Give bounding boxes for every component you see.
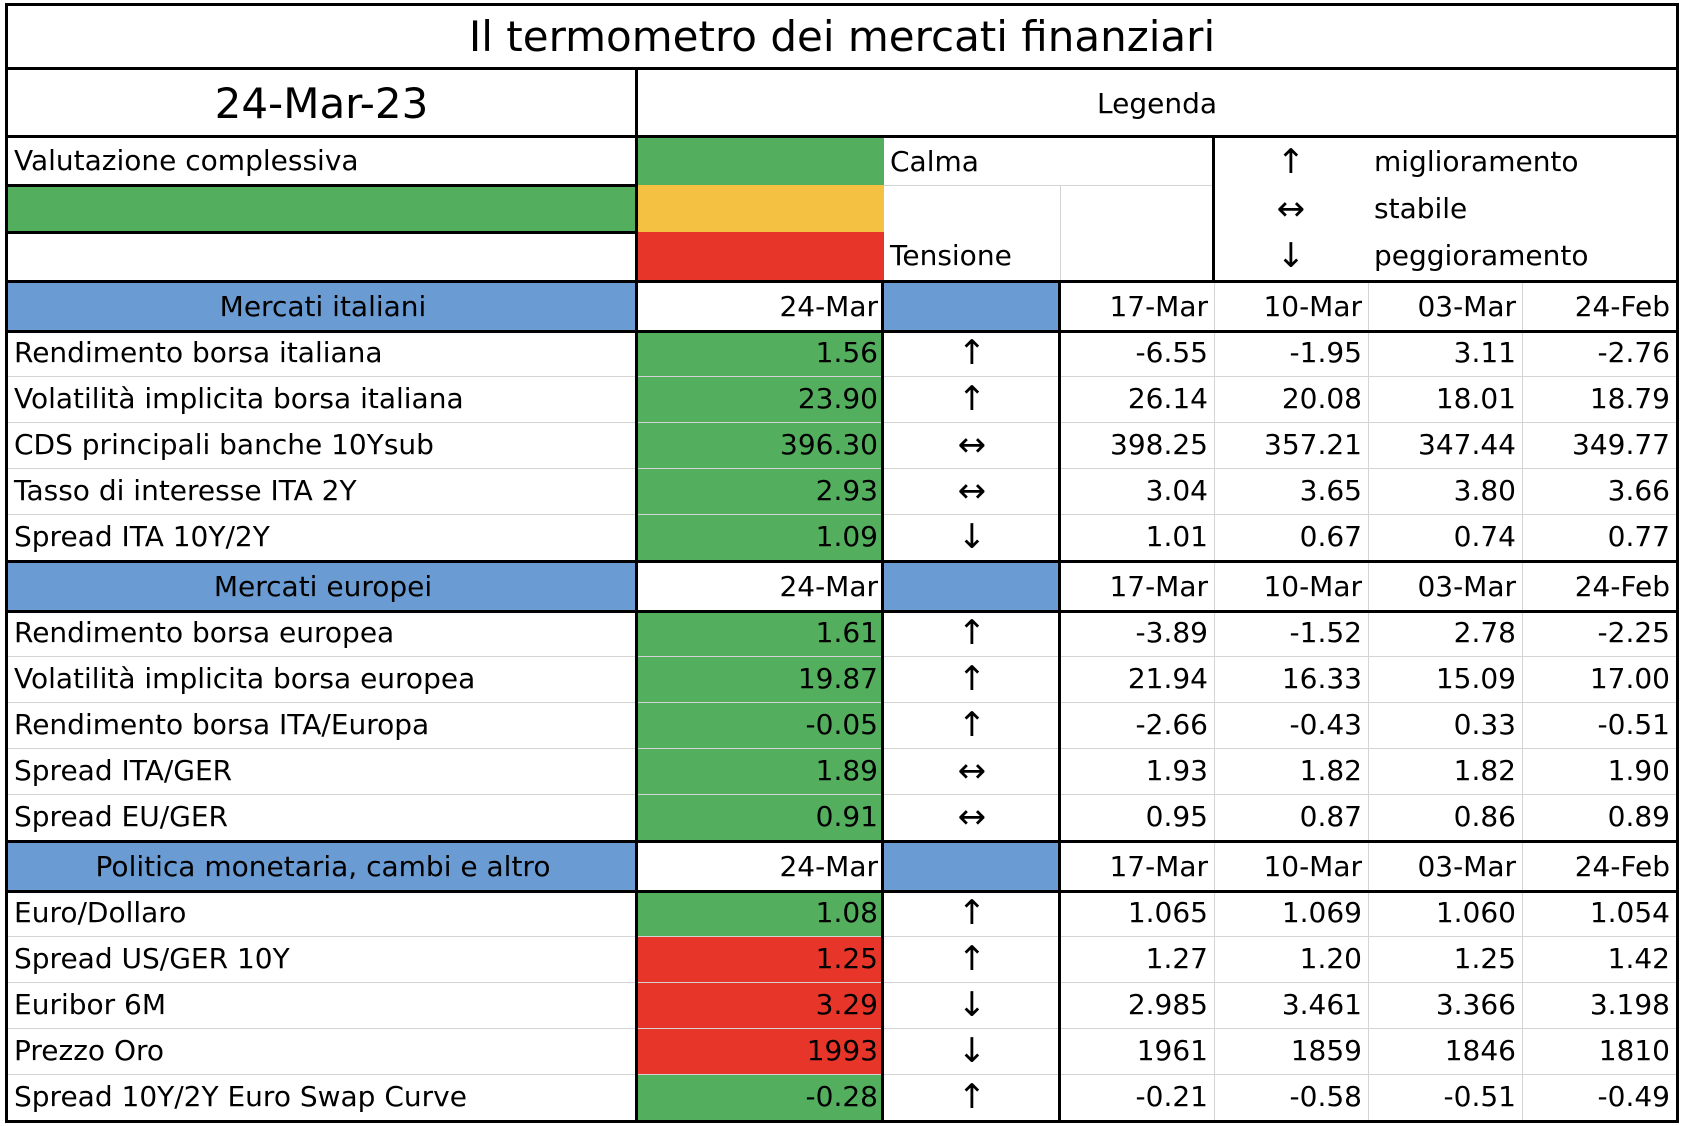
indicator-current-value: -0.28 xyxy=(638,1074,884,1120)
grid-line xyxy=(1214,843,1215,1120)
section-current-date: 24-Mar xyxy=(779,849,878,883)
grid-line xyxy=(5,3,1679,6)
indicator-history-value: 0.95 xyxy=(1145,800,1208,833)
indicator-history-value: 3.04 xyxy=(1145,474,1208,507)
indicator-history-value: 3.80 xyxy=(1453,474,1516,507)
indicator-label: Volatilità implicita borsa italiana xyxy=(14,382,464,415)
indicator-history-value: -0.49 xyxy=(1597,1080,1670,1113)
section-current-date: 24-Mar xyxy=(779,289,878,323)
indicator-history-value: 16.33 xyxy=(1281,662,1362,695)
arrow-up-icon: ↑ xyxy=(957,333,987,373)
indicator-history-value: -0.58 xyxy=(1289,1080,1362,1113)
indicator-history-value: 1.069 xyxy=(1281,896,1362,929)
indicator-history-value: -2.76 xyxy=(1597,336,1670,369)
indicator-history-value: 1846 xyxy=(1444,1034,1516,1067)
grid-line xyxy=(8,468,1676,469)
indicator-history-value: 3.198 xyxy=(1589,988,1670,1021)
indicator-history-value: 1.01 xyxy=(1145,520,1208,553)
grid-line xyxy=(1368,283,1369,560)
grid-line xyxy=(1214,283,1215,560)
indicator-history-value: 0.33 xyxy=(1453,708,1516,741)
overall-assessment-label: Valutazione complessiva xyxy=(14,144,359,177)
indicator-history-value: 0.74 xyxy=(1453,520,1516,553)
indicator-history-value: 20.08 xyxy=(1281,382,1362,415)
indicator-current-value: 0.91 xyxy=(638,794,884,840)
indicator-history-value: 2.78 xyxy=(1453,616,1516,649)
indicator-history-value: -0.43 xyxy=(1289,708,1362,741)
indicator-history-value: 1961 xyxy=(1136,1034,1208,1067)
indicator-history-value: 3.366 xyxy=(1435,988,1516,1021)
grid-line xyxy=(1368,843,1369,1120)
arrow-up-icon: ↑ xyxy=(957,613,987,653)
indicator-current-value: 1.89 xyxy=(638,748,884,794)
grid-line xyxy=(5,67,1679,70)
legend-calm-swatch xyxy=(638,138,884,185)
indicator-current-value: 1.09 xyxy=(638,514,884,560)
legend-stable-label: stabile xyxy=(1374,191,1468,225)
indicator-history-value: -0.21 xyxy=(1135,1080,1208,1113)
indicator-history-value: -6.55 xyxy=(1135,336,1208,369)
indicator-label: Rendimento borsa europea xyxy=(14,616,395,649)
legend-neutral-swatch xyxy=(638,185,884,232)
indicator-label: Euribor 6M xyxy=(14,988,167,1021)
indicator-history-value: 0.87 xyxy=(1299,800,1362,833)
indicator-history-value: 0.67 xyxy=(1299,520,1362,553)
indicator-current-value: 2.93 xyxy=(638,468,884,514)
indicator-history-value: 1.82 xyxy=(1453,754,1516,787)
indicator-current-value: 1993 xyxy=(638,1028,884,1074)
section-history-date: 03-Mar xyxy=(1417,289,1516,323)
grid-line xyxy=(1212,135,1215,283)
arrow-left-right-icon: ↔ xyxy=(1276,188,1306,229)
legend-tension-label: Tensione xyxy=(890,239,1012,272)
indicator-history-value: 21.94 xyxy=(1127,662,1208,695)
section-history-date: 17-Mar xyxy=(1109,289,1208,323)
indicator-current-value: -0.05 xyxy=(638,702,884,748)
grid-line xyxy=(1368,563,1369,840)
grid-line xyxy=(5,135,1679,138)
arrow-down-icon: ↓ xyxy=(957,1031,987,1071)
indicator-history-value: 26.14 xyxy=(1127,382,1208,415)
section-history-date: 03-Mar xyxy=(1417,569,1516,603)
indicator-history-value: 349.77 xyxy=(1572,428,1670,461)
section-history-date: 24-Feb xyxy=(1574,569,1670,603)
indicator-history-value: 17.00 xyxy=(1589,662,1670,695)
indicator-history-value: 1.20 xyxy=(1299,942,1362,975)
section-history-date: 24-Feb xyxy=(1574,849,1670,883)
section-trend-header xyxy=(884,283,1060,330)
indicator-history-value: 3.66 xyxy=(1607,474,1670,507)
grid-line xyxy=(1676,3,1679,1123)
indicator-history-value: -2.25 xyxy=(1597,616,1670,649)
indicator-label: Spread US/GER 10Y xyxy=(14,942,290,975)
grid-line xyxy=(881,283,884,1120)
indicator-history-value: 1.065 xyxy=(1127,896,1208,929)
grid-line xyxy=(1522,563,1523,840)
indicator-history-value: 1.90 xyxy=(1607,754,1670,787)
indicator-history-value: 1.054 xyxy=(1589,896,1670,929)
indicator-history-value: 0.77 xyxy=(1607,520,1670,553)
arrow-left-right-icon: ↔ xyxy=(957,425,987,465)
arrow-up-icon: ↑ xyxy=(957,705,987,745)
indicator-history-value: -2.66 xyxy=(1135,708,1208,741)
indicator-history-value: 15.09 xyxy=(1435,662,1516,695)
indicator-history-value: -1.95 xyxy=(1289,336,1362,369)
legend-improvement-label: miglioramento xyxy=(1374,144,1579,178)
arrow-up-icon: ↑ xyxy=(957,939,987,979)
grid-line xyxy=(1522,843,1523,1120)
indicator-history-value: 3.65 xyxy=(1299,474,1362,507)
grid-line xyxy=(5,560,1679,563)
arrow-left-right-icon: ↔ xyxy=(957,471,987,511)
grid-line xyxy=(1058,283,1061,1120)
indicator-current-value: 1.08 xyxy=(638,890,884,936)
section-history-date: 10-Mar xyxy=(1263,289,1362,323)
report-date: 24-Mar-23 xyxy=(214,79,429,128)
legend-calm-label: Calma xyxy=(890,144,979,178)
indicator-current-value: 3.29 xyxy=(638,982,884,1028)
indicator-current-value: 1.56 xyxy=(638,330,884,376)
indicator-history-value: 1.25 xyxy=(1453,942,1516,975)
arrow-down-icon: ↓ xyxy=(957,517,987,557)
section-trend-header xyxy=(884,563,1060,610)
grid-line xyxy=(8,376,1676,377)
section-history-date: 24-Feb xyxy=(1574,289,1670,323)
indicator-label: Euro/Dollaro xyxy=(14,896,187,929)
grid-line xyxy=(1214,563,1215,840)
indicator-history-value: -3.89 xyxy=(1135,616,1208,649)
arrow-up-icon: ↑ xyxy=(957,659,987,699)
grid-line xyxy=(635,67,638,1123)
indicator-current-value: 1.25 xyxy=(638,936,884,982)
indicator-history-value: 1.42 xyxy=(1607,942,1670,975)
grid-line xyxy=(8,1028,1676,1029)
sheet-title: Il termometro dei mercati finanziari xyxy=(468,12,1216,61)
section-history-date: 10-Mar xyxy=(1263,569,1362,603)
grid-line xyxy=(8,748,1676,749)
grid-line xyxy=(8,702,1676,703)
indicator-history-value: 3.461 xyxy=(1281,988,1362,1021)
arrow-down-icon: ↓ xyxy=(957,985,987,1025)
grid-line xyxy=(5,231,638,234)
indicator-label: Rendimento borsa ITA/Europa xyxy=(14,708,430,741)
indicator-current-value: 396.30 xyxy=(638,422,884,468)
indicator-history-value: 1.060 xyxy=(1435,896,1516,929)
arrow-up-icon: ↑ xyxy=(1276,141,1306,182)
indicator-history-value: 0.89 xyxy=(1607,800,1670,833)
grid-line xyxy=(5,280,1679,283)
grid-line xyxy=(1060,185,1061,280)
legend-title: Legenda xyxy=(1096,87,1217,120)
grid-line xyxy=(5,184,638,187)
indicator-history-value: 1859 xyxy=(1290,1034,1362,1067)
section-history-date: 17-Mar xyxy=(1109,849,1208,883)
indicator-current-value: 1.61 xyxy=(638,610,884,656)
indicator-label: Spread EU/GER xyxy=(14,800,228,833)
grid-line xyxy=(5,3,8,1123)
indicator-history-value: 1.27 xyxy=(1145,942,1208,975)
indicator-label: CDS principali banche 10Ysub xyxy=(14,428,434,461)
indicator-history-value: 2.985 xyxy=(1127,988,1208,1021)
indicator-label: Tasso di interesse ITA 2Y xyxy=(14,474,357,507)
indicator-history-value: 398.25 xyxy=(1110,428,1208,461)
indicator-history-value: 357.21 xyxy=(1264,428,1362,461)
section-history-date: 17-Mar xyxy=(1109,569,1208,603)
indicator-history-value: 3.11 xyxy=(1453,336,1516,369)
indicator-history-value: 0.86 xyxy=(1453,800,1516,833)
indicator-history-value: 18.01 xyxy=(1435,382,1516,415)
indicator-label: Spread 10Y/2Y Euro Swap Curve xyxy=(14,1080,467,1113)
grid-line xyxy=(5,610,1679,613)
indicator-history-value: 1810 xyxy=(1598,1034,1670,1067)
grid-line xyxy=(8,656,1676,657)
section-title: Politica monetaria, cambi e altro xyxy=(8,843,638,890)
arrow-up-icon: ↑ xyxy=(957,1077,987,1117)
arrow-left-right-icon: ↔ xyxy=(957,751,987,791)
section-history-date: 10-Mar xyxy=(1263,849,1362,883)
indicator-history-value: -0.51 xyxy=(1597,708,1670,741)
indicator-history-value: -1.52 xyxy=(1289,616,1362,649)
grid-line xyxy=(8,936,1676,937)
indicator-label: Prezzo Oro xyxy=(14,1034,165,1067)
indicator-history-value: 1.82 xyxy=(1299,754,1362,787)
grid-line xyxy=(8,794,1676,795)
indicator-current-value: 19.87 xyxy=(638,656,884,702)
arrow-up-icon: ↑ xyxy=(957,379,987,419)
arrow-up-icon: ↑ xyxy=(957,893,987,933)
indicator-label: Rendimento borsa italiana xyxy=(14,336,383,369)
arrow-left-right-icon: ↔ xyxy=(957,797,987,837)
grid-line xyxy=(5,330,1679,333)
grid-line xyxy=(8,1074,1676,1075)
grid-line xyxy=(5,840,1679,843)
indicator-current-value: 23.90 xyxy=(638,376,884,422)
legend-tension-swatch xyxy=(638,232,884,280)
indicator-history-value: 18.79 xyxy=(1589,382,1670,415)
section-title: Mercati europei xyxy=(8,563,638,610)
legend-worsening-label: peggioramento xyxy=(1374,239,1589,272)
grid-line xyxy=(1522,283,1523,560)
overall-status-indicator xyxy=(8,186,635,231)
indicator-label: Spread ITA 10Y/2Y xyxy=(14,520,270,553)
section-history-date: 03-Mar xyxy=(1417,849,1516,883)
arrow-down-icon: ↓ xyxy=(1276,236,1306,276)
grid-line xyxy=(8,982,1676,983)
indicator-history-value: 347.44 xyxy=(1418,428,1516,461)
grid-line xyxy=(8,422,1676,423)
indicator-history-value: -0.51 xyxy=(1443,1080,1516,1113)
grid-line xyxy=(8,514,1676,515)
indicator-label: Volatilità implicita borsa europea xyxy=(14,662,476,695)
section-title: Mercati italiani xyxy=(8,283,638,330)
section-current-date: 24-Mar xyxy=(779,569,878,603)
indicator-label: Spread ITA/GER xyxy=(14,754,233,787)
grid-line xyxy=(5,890,1679,893)
grid-line xyxy=(5,1120,1679,1123)
section-trend-header xyxy=(884,843,1060,890)
indicator-history-value: 1.93 xyxy=(1145,754,1208,787)
grid-line xyxy=(884,185,1214,186)
